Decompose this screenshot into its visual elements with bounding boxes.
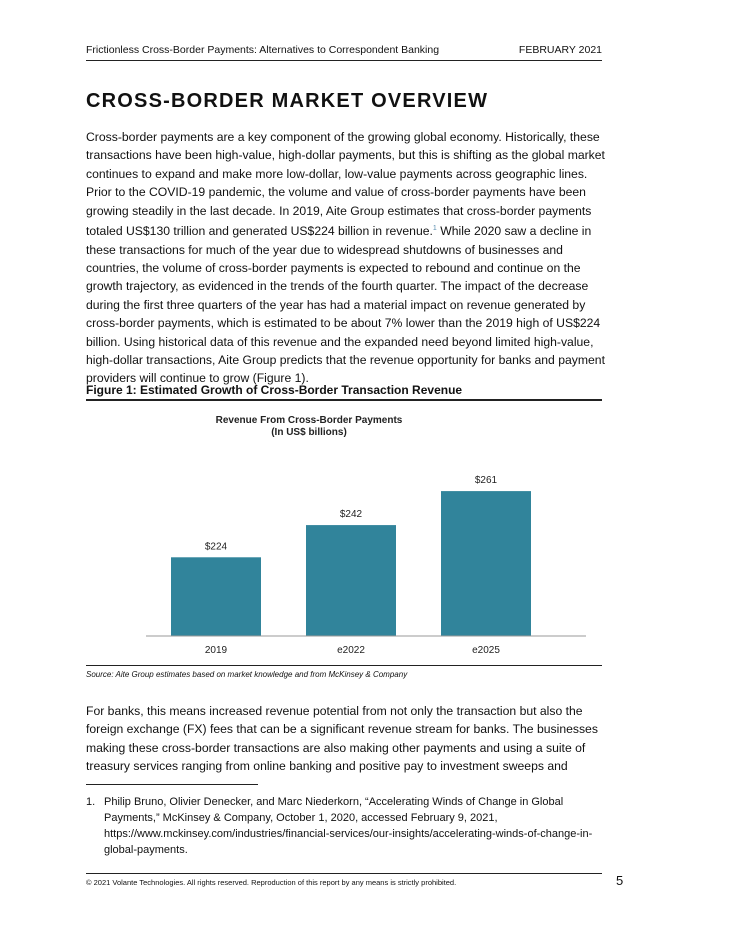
data-label-e2025: $261 [474,475,498,487]
intro-text-part2: While 2020 saw a decline in these transactions for much of the year due to widespread shutdowns of businesses and countries, the volume of cross-border payments is expected to rebound and continue on the growth trajectory, as evidenced in the trends of the fourth quarter. The impact of the decrease during the first three quarters of the year has had a material impact on revenue generated by cross-border payments, which is estimated to be about 7% lower than the 2019 high of US$224 billion. Using historical data of this revenue and the expanded need beyond limited high-value, high-dollar transactions, Aite Group predicts that the revenue opportunity for banks and payment providers will continue to grow (Figure 1). [86,224,605,386]
body-paragraph-2: For banks, this means increased revenue potential from not only the transaction but also the foreign exchange (FX) fees that can be a significant revenue stream for banks. The businesses making these cross-border transactions are also making other payments and using a suite of treasury services ranging from online banking and positive pay to investment sweeps and [86,704,598,774]
header-rule [86,60,602,61]
footnote [86,794,602,858]
section-title: CROSS-BORDER MARKET OVERVIEW [86,90,489,112]
copyright-notice: © 2021 Volante Technologies. All rights reserved. Reproduction of this report by any means is strictly prohibited. [86,878,457,887]
x-tick-2019: 2019 [204,645,228,656]
bar-2019 [171,557,261,636]
x-tick-e2022: e2022 [337,645,365,656]
header-date: FEBRUARY 2021 [518,44,602,56]
chart-title: Revenue From Cross-Border Payments [215,415,403,426]
bar-e2022 [306,525,396,636]
figure-top-rule [86,399,602,401]
intro-text-part1: Cross-border payments are a key component of the growing global economy. Historically, these transactions have been high-value, high-dollar payments, but this is shifting as the global market continues to expand and make more low-dollar, low-value payments across geographic lines. Prior to the COVID-19 pandemic, the volume and value of cross-border payments have been growing steadily in the last decade. In 2019, Aite Group estimates that cross-border payments totaled US$130 trillion and generated US$224 billion in revenue. [86,130,605,239]
chart-subtitle: (In US$ billions) [271,427,347,438]
header-title: Frictionless Cross-Border Payments: Alternatives to Correspondent Banking [86,44,440,56]
bar-e2025 [441,491,531,636]
figure-caption: Figure 1: Estimated Growth of Cross-Border Transaction Revenue [86,383,463,397]
page-number: 5 [616,873,624,888]
chart-bars [171,475,531,636]
footer-rule [86,873,602,874]
footnote-number: 1. [86,796,96,808]
data-label-e2022: $242 [339,509,363,521]
running-header [86,44,602,58]
footnote-ref[interactable]: 1 [432,225,437,233]
data-label-2019: $224 [204,541,228,553]
footnote-rule [86,784,258,785]
footnote-text: Philip Bruno, Olivier Denecker, and Marc Niederkorn, “Accelerating Winds of Change in Global Payments,” McKinsey & Company, October 1, 2020, accessed February 9, 2021, https://www.mckinsey.com/industries/financial-services/our-insights/accelerating-winds-of-change-in-global-payments. [104,796,593,856]
x-tick-labels [205,645,500,656]
revenue-bar-chart [86,405,602,663]
intro-paragraph [86,128,606,388]
x-tick-e2025: e2025 [472,645,500,656]
figure-bottom-rule [86,665,602,666]
figure-source: Source: Aite Group estimates based on market knowledge and from McKinsey & Company [86,670,408,679]
